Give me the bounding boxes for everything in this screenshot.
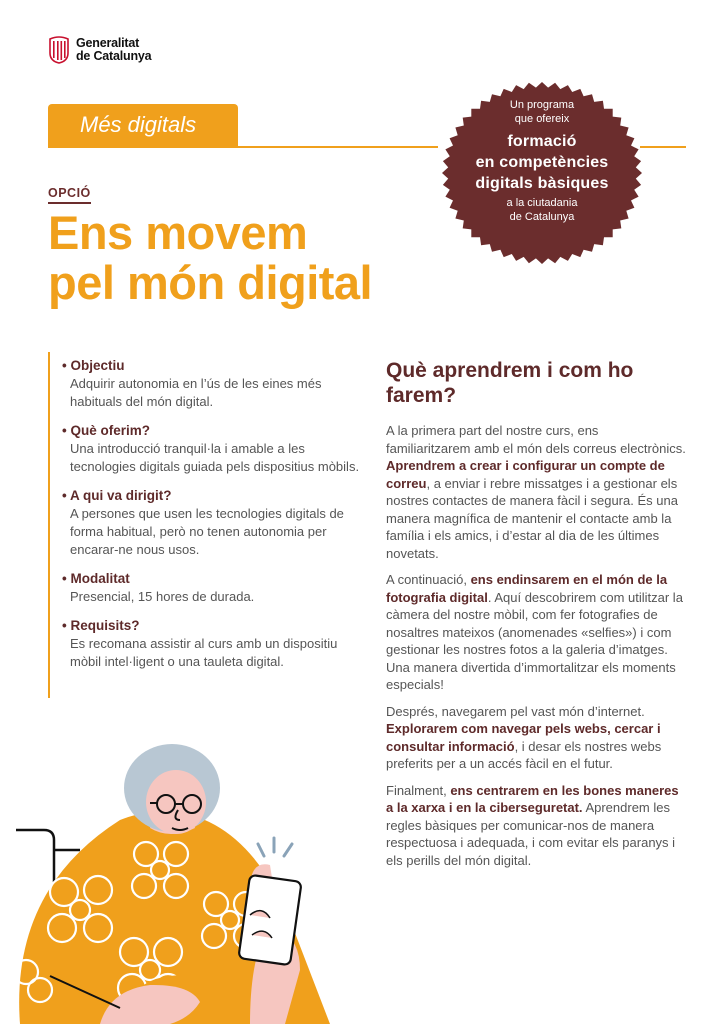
badge-line4: de Catalunya: [509, 211, 575, 223]
page-title: [48, 208, 372, 308]
info-item-heading: • Què oferim?: [62, 423, 150, 438]
info-item-objective: [62, 358, 362, 411]
badge-line3: a la ciutadania: [506, 197, 578, 209]
badge-text: [440, 98, 644, 224]
info-list: [62, 358, 362, 683]
info-item-body: Adquirir autonomia en l’ús de les eines més habituals del món digital.: [70, 376, 322, 409]
learn-section: [386, 358, 686, 878]
info-item-body: A persones que usen les tecnologies digitals de forma habitual, però no tenen autonomia per encarar-ne nous usos.: [70, 506, 344, 557]
info-item-body: Presencial, 15 hores de durada.: [70, 589, 255, 604]
org-name-line1: Generalitat: [76, 36, 140, 50]
badge-big3: digitals bàsiques: [475, 175, 609, 192]
generalitat-logo: [48, 36, 151, 64]
learn-title: Què aprendrem i com ho farem?: [386, 359, 634, 407]
info-item-body: Es recomana assistir al curs amb un dispositiu mòbil intel·ligent o una tauleta digital.: [70, 636, 338, 669]
info-list-rule: [48, 352, 50, 698]
info-item-requirements: [62, 618, 362, 671]
title-line2: pel món digital: [48, 256, 373, 309]
woman-with-phone-illustration: [0, 740, 380, 1024]
title-line1: Ens movem: [48, 206, 308, 259]
badge-line1: Un programa: [509, 99, 575, 111]
p2-text-bold: ens endinsarem en el món de la fotografia digital: [386, 572, 668, 605]
learn-paragraph-1: [386, 422, 686, 562]
p3-text-c: , i desar els nostres webs preferits per a un accés fàcil en el futur.: [386, 738, 662, 771]
badge-line2: que ofereix: [514, 113, 570, 125]
org-name-line2: de Catalunya: [76, 49, 152, 63]
info-item-audience: [62, 488, 362, 559]
p3-text-bold: Explorarem com navegar pels webs, cercar i consultar informació: [386, 721, 661, 754]
info-item-offer: [62, 423, 362, 476]
generalitat-emblem-icon: [48, 36, 70, 64]
p4-text-a: Finalment,: [386, 782, 451, 798]
program-tab-label: Més digitals: [80, 112, 197, 137]
p2-text-c: . Aquí descobrirem com utilitzar la càmera del nostre mòbil, com fer fotografies de nosaltres mateixos (anomenades «selfies») i com gestionar les nostres fotos a la galeria d’imatges. Una manera divertida d’immortalitzar els moments especials!: [386, 589, 683, 692]
info-item-heading: • A qui va dirigit?: [62, 488, 172, 503]
badge-big1: formació: [507, 133, 577, 150]
tab-underline: [48, 146, 438, 148]
info-item-heading: • Modalitat: [62, 571, 130, 586]
learn-paragraph-2: [386, 571, 686, 694]
p1-text-c: , a enviar i rebre missatges i a gestionar els nostres contactes de manera fàcil i segura. És una manera magnífica de mantenir el contacte amb la família i els amics, i d’estar al dia de les últimes novetats.: [386, 475, 678, 561]
badge-big2: en competències: [475, 154, 609, 171]
tab-underline-right: [640, 146, 686, 148]
option-label: OPCIÓ: [48, 186, 91, 204]
p3-text-a: Després, navegarem pel vast món d’internet.: [386, 703, 645, 719]
p1-text-bold: Aprendrem a crear i configurar un compte de correu: [386, 458, 665, 491]
p4-text-c: Aprendrem les regles bàsiques per comunicar-nos de manera respectuosa i adequada, i com evitar els paranys i els perills del món digital.: [386, 800, 676, 868]
p2-text-a: A continuació,: [386, 572, 471, 587]
info-item-heading: • Objectiu: [62, 358, 125, 373]
p1-text-a: A la primera part del nostre curs, ens familiaritzarem amb el món dels correus electrònics.: [386, 423, 686, 456]
learn-paragraph-4: [386, 782, 686, 870]
info-item-modality: [62, 571, 362, 606]
p4-text-bold: ens centrarem en les bones maneres a la xarxa i en la ciberseguretat.: [386, 782, 679, 815]
info-item-body: Una introducció tranquil·la i amable a les tecnologies digitals guiada pels dispositius mòbils.: [70, 441, 360, 474]
info-item-heading: • Requisits?: [62, 618, 140, 633]
learn-paragraph-3: [386, 703, 686, 773]
